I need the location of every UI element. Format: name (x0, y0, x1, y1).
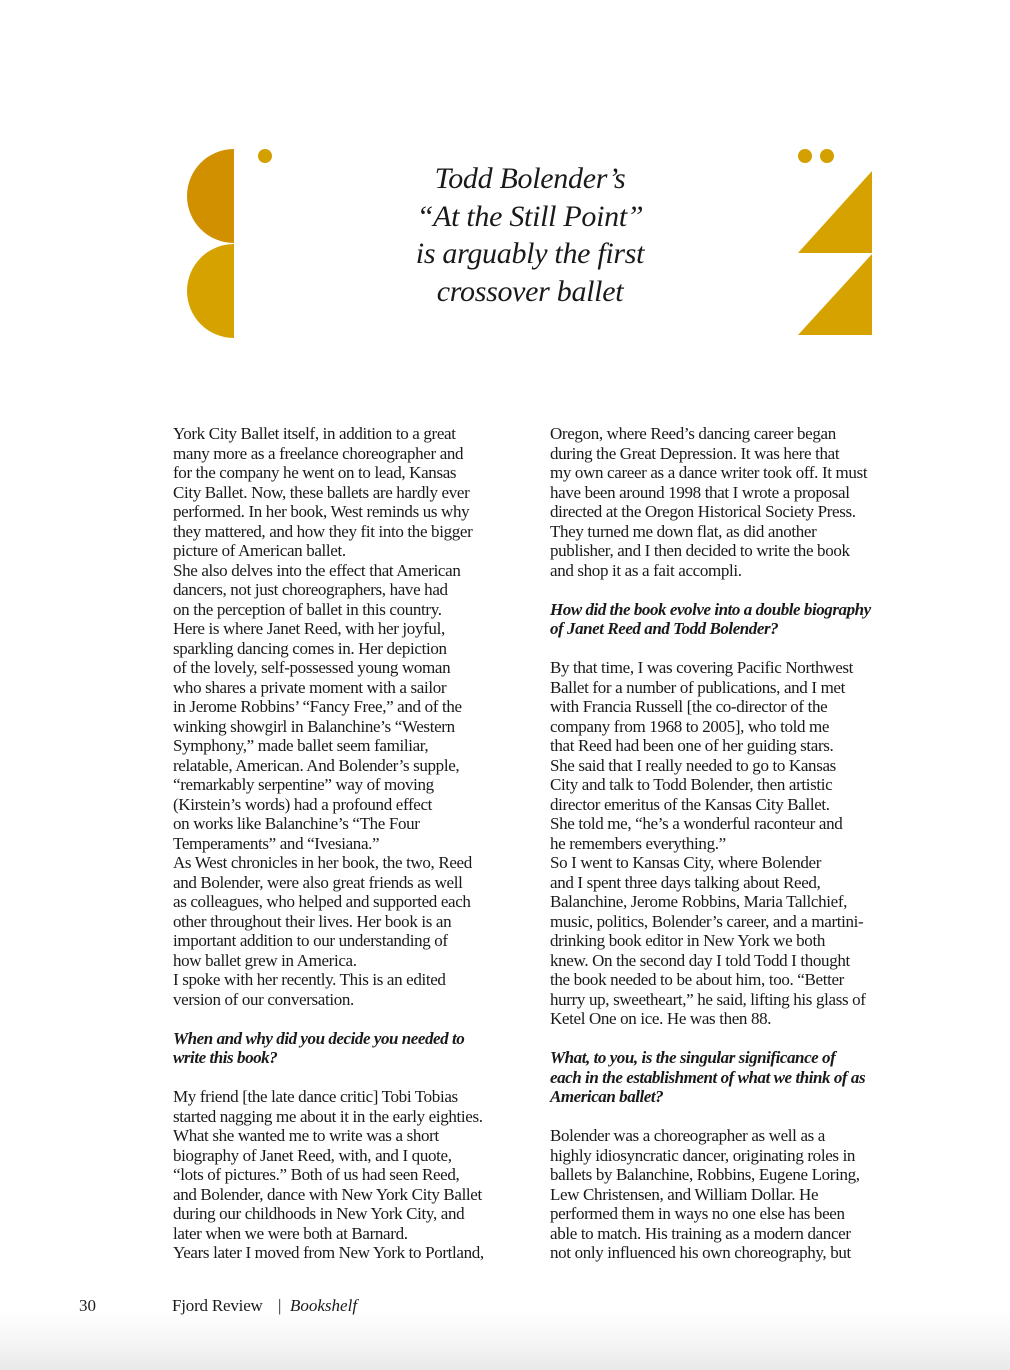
body-text-line: hurry up, sweetheart,” he said, lifting his glass of (550, 989, 866, 1009)
body-text-line: They turned me down flat, as did another (550, 521, 817, 541)
body-text-line: have been around 1998 that I wrote a proposal (550, 482, 850, 502)
body-text-line: I spoke with her recently. This is an edited (173, 970, 446, 989)
body-text-line: Ketel One on ice. He was then 88. (550, 1009, 772, 1028)
pull-quote-line: Todd Bolender’s (434, 162, 626, 195)
semicircle-top-left-shape (187, 149, 234, 243)
paragraph-spacer (550, 1029, 910, 1049)
body-text-line: Lew Christensen, and William Dollar. He (550, 1184, 819, 1204)
article-column-right (550, 424, 910, 1263)
pull-quote-line: “At the Still Point” (416, 199, 644, 233)
paragraph-spacer (550, 639, 910, 659)
body-text-line: performed them in ways no one else has been (550, 1204, 845, 1223)
body-text-line: directed at the Oregon Historical Society Press. (550, 502, 856, 521)
body-text-line: She told me, “he’s a wonderful raconteur and (550, 814, 843, 833)
body-text-line: winking showgirl in Balanchine’s “Western (173, 716, 455, 736)
body-text-line: ballets by Balanchine, Robbins, Eugene Loring, (550, 1165, 860, 1184)
body-text-line: during our childhoods in New York City, and (173, 1204, 465, 1223)
body-text-line: and shop it as a fait accompli. (550, 560, 742, 580)
body-text-line: relatable, American. And Bolender’s supple, (173, 755, 460, 775)
footer-separator: | (278, 1296, 282, 1315)
body-text-line: version of our conversation. (173, 989, 354, 1009)
dot-right-2-shape (820, 149, 834, 163)
magazine-name: Fjord Review (172, 1296, 263, 1315)
body-text-line: director emeritus of the Kansas City Ballet. (550, 794, 830, 814)
body-text-line: for the company he went on to lead, Kansas (173, 463, 457, 482)
body-text-line: Ballet for a number of publications, and I met (550, 677, 846, 697)
body-text-line: important addition to our understanding of (173, 931, 448, 950)
body-text-line: able to match. His training as a modern dancer (550, 1223, 851, 1243)
body-text-line: not only influenced his own choreography, but (550, 1243, 851, 1262)
body-text-line: and Bolender, dance with New York City Ballet (173, 1184, 482, 1204)
section-name: Bookshelf (290, 1296, 358, 1315)
body-text-line: during the Great Depression. It was here that (550, 443, 840, 463)
paragraph-spacer (173, 1068, 533, 1088)
body-text-line: knew. On the second day I told Todd I thought (550, 950, 850, 970)
body-text-line: company from 1968 to 2005], who told me (550, 716, 830, 736)
body-text-line: my own career as a dance writer took off. It must (550, 463, 868, 482)
body-text-line: performed. In her book, West reminds us why (173, 502, 470, 521)
body-text-line: So I went to Kansas City, where Bolender (550, 853, 822, 872)
interview-question-line: write this book? (173, 1048, 278, 1067)
body-text-line: Years later I moved from New York to Portland, (173, 1243, 484, 1262)
body-text-line: in Jerome Robbins’ “Fancy Free,” and of the (173, 697, 462, 716)
page-footer (0, 1296, 1010, 1320)
body-text-line: drinking book editor in New York we both (550, 931, 825, 950)
body-text-line: She said that I really needed to go to Kansas (550, 755, 836, 775)
body-text-line: picture of American ballet. (173, 541, 346, 560)
body-text-line: Bolender was a choreographer as well as a (550, 1126, 825, 1145)
body-text-line: on works like Balanchine’s “The Four (173, 814, 420, 833)
body-text-line: Balanchine, Jerome Robbins, Maria Tallchief, (550, 892, 848, 911)
pull-quote-line: is arguably the first (415, 237, 645, 270)
interview-question-line: each in the establishment of what we think of as (550, 1067, 866, 1087)
body-text-line: Temperaments” and “Ivesiana.” (173, 833, 380, 853)
dot-left-shape (258, 149, 272, 163)
body-text-line: of the lovely, self-possessed young woman (173, 658, 451, 677)
body-text-line: sparkling dancing comes in. Her depiction (173, 638, 447, 658)
body-text-line: many more as a freelance choreographer and (173, 443, 464, 463)
body-text-line: Here is where Janet Reed, with her joyful, (173, 619, 445, 638)
body-text-line: By that time, I was covering Pacific Northwest (550, 658, 854, 677)
body-text-line: who shares a private moment with a sailor (173, 677, 447, 697)
body-text-line: as colleagues, who helped and supported each (173, 892, 471, 911)
body-text-line: As West chronicles in her book, the two, Reed (173, 853, 472, 872)
body-text-line: music, politics, Bolender’s career, and a martini- (550, 911, 864, 931)
triangle-top-right-shape (798, 171, 872, 253)
body-text-line: “lots of pictures.” Both of us had seen Reed, (173, 1165, 460, 1184)
pull-quote-line: crossover ballet (436, 274, 624, 308)
body-text-line: the book needed to be about him, too. “Better (550, 970, 844, 989)
body-text-line: Symphony,” made ballet seem familiar, (173, 736, 429, 755)
paragraph-spacer (550, 580, 910, 600)
paragraph-spacer (550, 1107, 910, 1127)
semicircle-bottom-left-shape (187, 244, 234, 338)
body-text-line: York City Ballet itself, in addition to a great (173, 424, 456, 443)
interview-question-line: When and why did you decide you needed to (173, 1028, 465, 1048)
body-text-line: and Bolender, were also great friends as well (173, 872, 463, 892)
body-text-line: he remembers everything.” (550, 833, 726, 853)
body-text-line: dancers, not just choreographers, have had (173, 580, 448, 599)
pull-quote (380, 160, 680, 310)
dot-right-1-shape (798, 149, 812, 163)
body-text-line: City and talk to Todd Bolender, then artistic (550, 775, 833, 794)
body-text-line: City Ballet. Now, these ballets are hardly ever (173, 482, 470, 502)
body-text-line: highly idiosyncratic dancer, originating roles in (550, 1145, 856, 1165)
body-text-line: (Kirstein’s words) had a profound effect (173, 794, 433, 814)
triangle-bottom-right-shape (798, 254, 872, 335)
body-text-line: how ballet grew in America. (173, 950, 357, 970)
body-text-line: that Reed had been one of her guiding stars. (550, 736, 834, 755)
interview-question-line: How did the book evolve into a double biography (550, 599, 871, 619)
body-text-line: “remarkably serpentine” way of moving (173, 775, 434, 794)
body-text-line: with Francia Russell [the co-director of the (550, 697, 828, 716)
body-text-line: She also delves into the effect that American (173, 560, 461, 580)
body-text-line: on the perception of ballet in this country. (173, 599, 442, 619)
body-text-line: Oregon, where Reed’s dancing career began (550, 424, 836, 443)
body-text-line: they mattered, and how they fit into the bigger (173, 521, 473, 541)
body-text-line: My friend [the late dance critic] Tobi Tobias (173, 1087, 458, 1106)
page-number: 30 (79, 1296, 96, 1315)
body-text-line: and I spent three days talking about Reed, (550, 872, 821, 892)
body-text-line: other throughout their lives. Her book is an (173, 911, 452, 931)
article-column-left (173, 424, 533, 1263)
body-text-line: What she wanted me to write was a short (173, 1126, 439, 1145)
interview-question-line: What, to you, is the singular significance of (550, 1048, 836, 1067)
body-text-line: publisher, and I then decided to write the book (550, 541, 850, 560)
body-text-line: later when we were both at Barnard. (173, 1223, 408, 1243)
interview-question-line: American ballet? (550, 1087, 664, 1106)
paragraph-spacer (173, 1009, 533, 1029)
body-text-line: started nagging me about it in the early eighties. (173, 1106, 483, 1126)
interview-question-line: of Janet Reed and Todd Bolender? (550, 619, 779, 638)
body-text-line: biography of Janet Reed, with, and I quote, (173, 1145, 452, 1165)
